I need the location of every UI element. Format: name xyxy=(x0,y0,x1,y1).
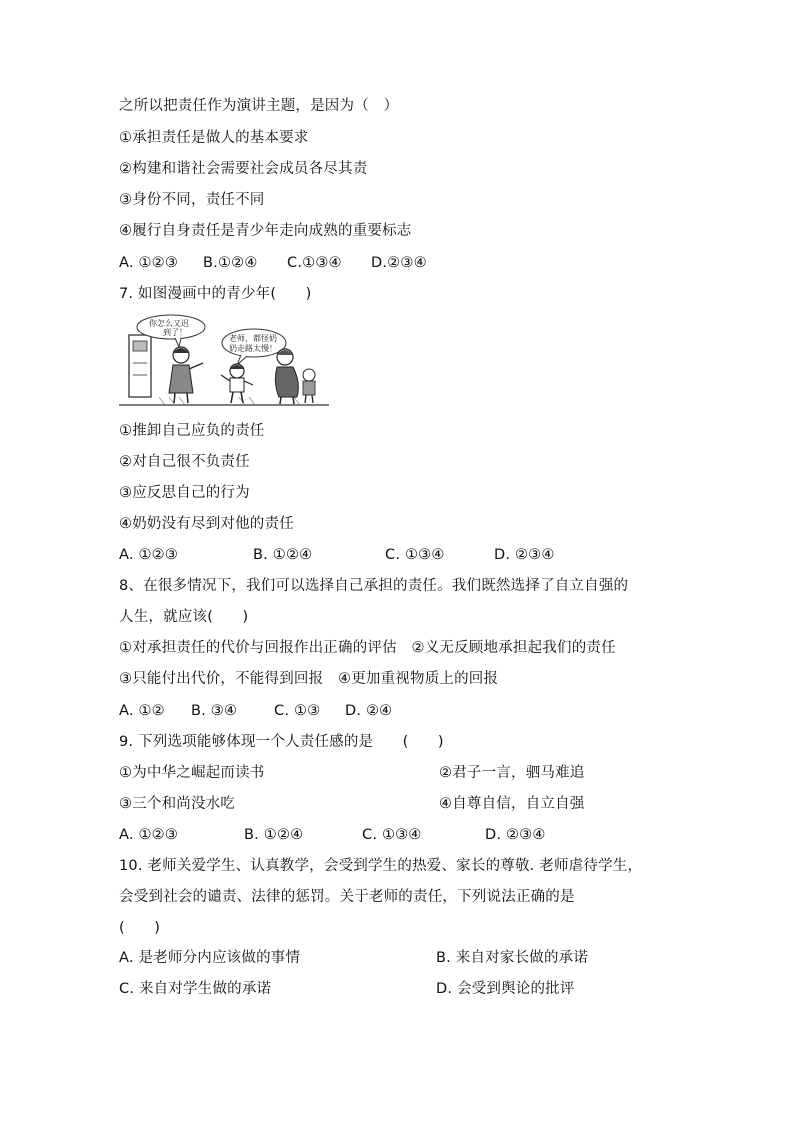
q10-option-a[interactable]: A. 是老师分内应该做的事情 xyxy=(119,950,301,966)
q6-option-d[interactable]: D.②③④ xyxy=(371,255,427,271)
q10-option-b[interactable]: B. 来自对家长做的承诺 xyxy=(436,950,589,966)
q8-stem-line-1: 8、在很多情况下，我们可以选择自己承担的责任。我们既然选择了自立自强的 xyxy=(119,578,629,594)
bubble-right-line-1: 老师，都怪奶 xyxy=(229,334,277,343)
q7-item-4: ④奶奶没有尽到对他的责任 xyxy=(119,516,294,532)
q7-option-b[interactable]: B. ①②④ xyxy=(253,547,313,563)
q8-stem-line-2: 人生，就应该( ) xyxy=(119,609,249,625)
bubble-left-line-2: 到了！ xyxy=(163,328,187,337)
q7-option-a[interactable]: A. ①②③ xyxy=(119,547,179,563)
bubble-left-line-1: 你怎么又迟 xyxy=(149,319,189,328)
q6-option-a[interactable]: A. ①②③ xyxy=(119,255,179,271)
q6-item-4: ④履行自身责任是青少年走向成熟的重要标志 xyxy=(119,223,412,239)
q7-option-d[interactable]: D. ②③④ xyxy=(494,547,555,563)
q8-option-b[interactable]: B. ③④ xyxy=(191,703,238,719)
q9-item-3: ③三个和尚没水吃 xyxy=(119,796,236,812)
q10-stem-line-3: ( ) xyxy=(119,920,161,936)
q7-stem: 7. 如图漫画中的青少年( ) xyxy=(119,286,312,302)
q9-item-1: ①为中华之崛起而读书 xyxy=(119,765,265,781)
q6-item-1: ①承担责任是做人的基本要求 xyxy=(119,130,309,146)
q7-item-1: ①推卸自己应负的责任 xyxy=(119,423,265,439)
q7-item-2: ②对自己很不负责任 xyxy=(119,454,250,470)
q9-option-d[interactable]: D. ②③④ xyxy=(485,827,546,843)
q9-option-c[interactable]: C. ①③④ xyxy=(362,827,422,843)
q9-option-b[interactable]: B. ①②④ xyxy=(244,827,304,843)
q8-items-line-2: ③只能付出代价，不能得到回报 ④更加重视物质上的回报 xyxy=(119,671,499,687)
q8-option-c[interactable]: C. ①③ xyxy=(274,703,321,719)
q8-option-a[interactable]: A. ①② xyxy=(119,703,165,719)
q10-option-d[interactable]: D. 会受到舆论的批评 xyxy=(436,981,575,997)
bubble-right-line-2: 奶走路太慢！ xyxy=(229,344,277,353)
q8-items-line-1: ①对承担责任的代价与回报作出正确的评估 ②义无反顾地承担起我们的责任 xyxy=(119,640,616,656)
q8-option-d[interactable]: D. ②④ xyxy=(345,703,393,719)
q6-item-2: ②构建和谐社会需要社会成员各尽其责 xyxy=(119,161,368,177)
q10-stem-line-1: 10. 老师关爱学生、认真教学，会受到学生的热爱、家长的尊敬. 老师虐待学生， xyxy=(119,858,643,874)
q9-option-a[interactable]: A. ①②③ xyxy=(119,827,179,843)
q9-item-4: ④自尊自信，自立自强 xyxy=(439,796,585,812)
q7-option-c[interactable]: C. ①③④ xyxy=(385,547,445,563)
q7-cartoon xyxy=(119,313,329,409)
cartoon-illustration xyxy=(119,313,329,409)
q6-option-c[interactable]: C.①③④ xyxy=(287,255,342,271)
q9-stem: 9. 下列选项能够体现一个人责任感的是 ( ) xyxy=(119,734,444,750)
q6-option-b[interactable]: B.①②④ xyxy=(203,255,258,271)
q10-stem-line-2: 会受到社会的谴责、法律的惩罚。关于老师的责任，下列说法正确的是 xyxy=(119,889,575,905)
q9-item-2: ②君子一言，驷马难追 xyxy=(439,765,585,781)
q10-option-c[interactable]: C. 来自对学生做的承诺 xyxy=(119,981,272,997)
q6-item-3: ③身份不同，责任不同 xyxy=(119,192,265,208)
q6-stem: 之所以把责任作为演讲主题，是因为（ ） xyxy=(119,98,399,114)
q7-item-3: ③应反思自己的行为 xyxy=(119,485,250,501)
